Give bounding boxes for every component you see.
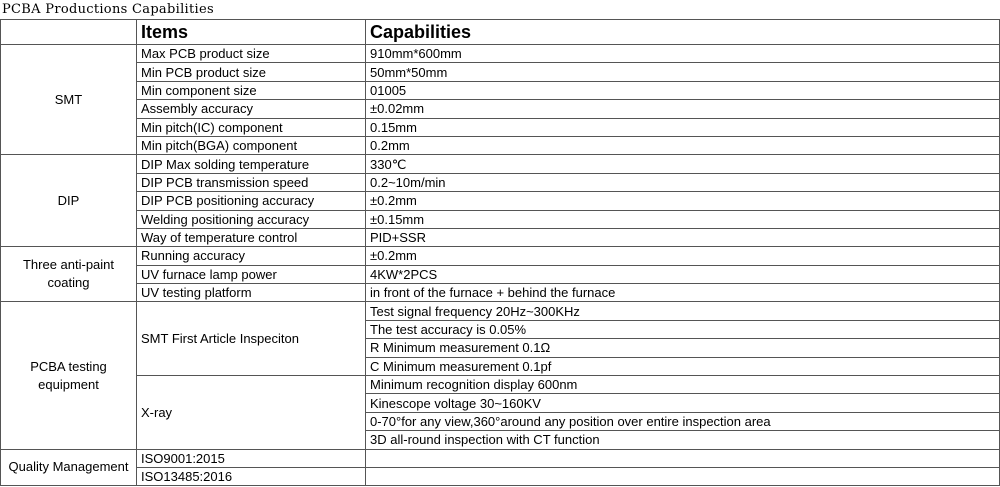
table-row	[1, 136, 1000, 154]
value-cell: Kinescope voltage 30~160KV	[366, 394, 1000, 412]
item-cell: ISO13485:2016	[137, 467, 366, 485]
item-cell: Min PCB product size	[137, 63, 366, 81]
table-row	[1, 155, 1000, 173]
value-cell: R Minimum measurement 0.1Ω	[366, 339, 1000, 357]
item-cell: DIP Max solding temperature	[137, 155, 366, 173]
value-cell: The test accuracy is 0.05%	[366, 320, 1000, 338]
table-header-row	[1, 20, 1000, 45]
value-cell: 50mm*50mm	[366, 63, 1000, 81]
category-testing: PCBA testing equipment	[1, 302, 137, 449]
value-cell: 910mm*600mm	[366, 45, 1000, 63]
item-first-article: SMT First Article Inspeciton	[137, 302, 366, 376]
table-row	[1, 192, 1000, 210]
item-cell: Running accuracy	[137, 247, 366, 265]
table-row	[1, 449, 1000, 467]
value-cell: 0-70°for any view,360°around any position over entire inspection area	[366, 412, 1000, 430]
value-cell: 01005	[366, 81, 1000, 99]
table-row	[1, 100, 1000, 118]
value-cell: PID+SSR	[366, 228, 1000, 246]
item-cell: Welding positioning accuracy	[137, 210, 366, 228]
table-row	[1, 265, 1000, 283]
table-row	[1, 376, 1000, 394]
value-cell: 0.2mm	[366, 136, 1000, 154]
value-cell: 0.15mm	[366, 118, 1000, 136]
item-cell: UV furnace lamp power	[137, 265, 366, 283]
item-cell: Max PCB product size	[137, 45, 366, 63]
category-quality: Quality Management	[1, 449, 137, 486]
value-cell: ±0.15mm	[366, 210, 1000, 228]
item-cell: ISO9001:2015	[137, 449, 366, 467]
item-cell: DIP PCB positioning accuracy	[137, 192, 366, 210]
category-coating: Three anti-paint coating	[1, 247, 137, 302]
value-cell: in front of the furnace + behind the furnace	[366, 284, 1000, 302]
table-row	[1, 302, 1000, 320]
item-cell: DIP PCB transmission speed	[137, 173, 366, 191]
table-row	[1, 467, 1000, 485]
item-cell: Way of temperature control	[137, 228, 366, 246]
value-cell: 0.2~10m/min	[366, 173, 1000, 191]
value-cell: 330℃	[366, 155, 1000, 173]
table-row	[1, 63, 1000, 81]
table-row	[1, 284, 1000, 302]
value-cell	[366, 467, 1000, 485]
table-row	[1, 228, 1000, 246]
capabilities-table	[0, 19, 1000, 486]
value-cell: Minimum recognition display 600nm	[366, 376, 1000, 394]
table-row	[1, 173, 1000, 191]
value-cell: C Minimum measurement 0.1pf	[366, 357, 1000, 375]
category-smt: SMT	[1, 45, 137, 155]
item-cell: UV testing platform	[137, 284, 366, 302]
item-xray: X-ray	[137, 376, 366, 450]
table-row	[1, 81, 1000, 99]
header-category-cell	[1, 20, 137, 45]
table-row	[1, 118, 1000, 136]
item-cell: Min component size	[137, 81, 366, 99]
value-cell: ±0.2mm	[366, 247, 1000, 265]
table-row	[1, 210, 1000, 228]
value-cell: ±0.02mm	[366, 100, 1000, 118]
header-items: Items	[137, 20, 366, 45]
item-cell: Min pitch(BGA) component	[137, 136, 366, 154]
value-cell: 4KW*2PCS	[366, 265, 1000, 283]
table-row	[1, 45, 1000, 63]
category-dip: DIP	[1, 155, 137, 247]
table-row	[1, 247, 1000, 265]
value-cell: ±0.2mm	[366, 192, 1000, 210]
value-cell: 3D all-round inspection with CT function	[366, 431, 1000, 449]
item-cell: Assembly accuracy	[137, 100, 366, 118]
value-cell	[366, 449, 1000, 467]
item-cell: Min pitch(IC) component	[137, 118, 366, 136]
page-title: PCBA Productions Capabilities	[2, 2, 214, 17]
header-capabilities: Capabilities	[366, 20, 1000, 45]
value-cell: Test signal frequency 20Hz~300KHz	[366, 302, 1000, 320]
